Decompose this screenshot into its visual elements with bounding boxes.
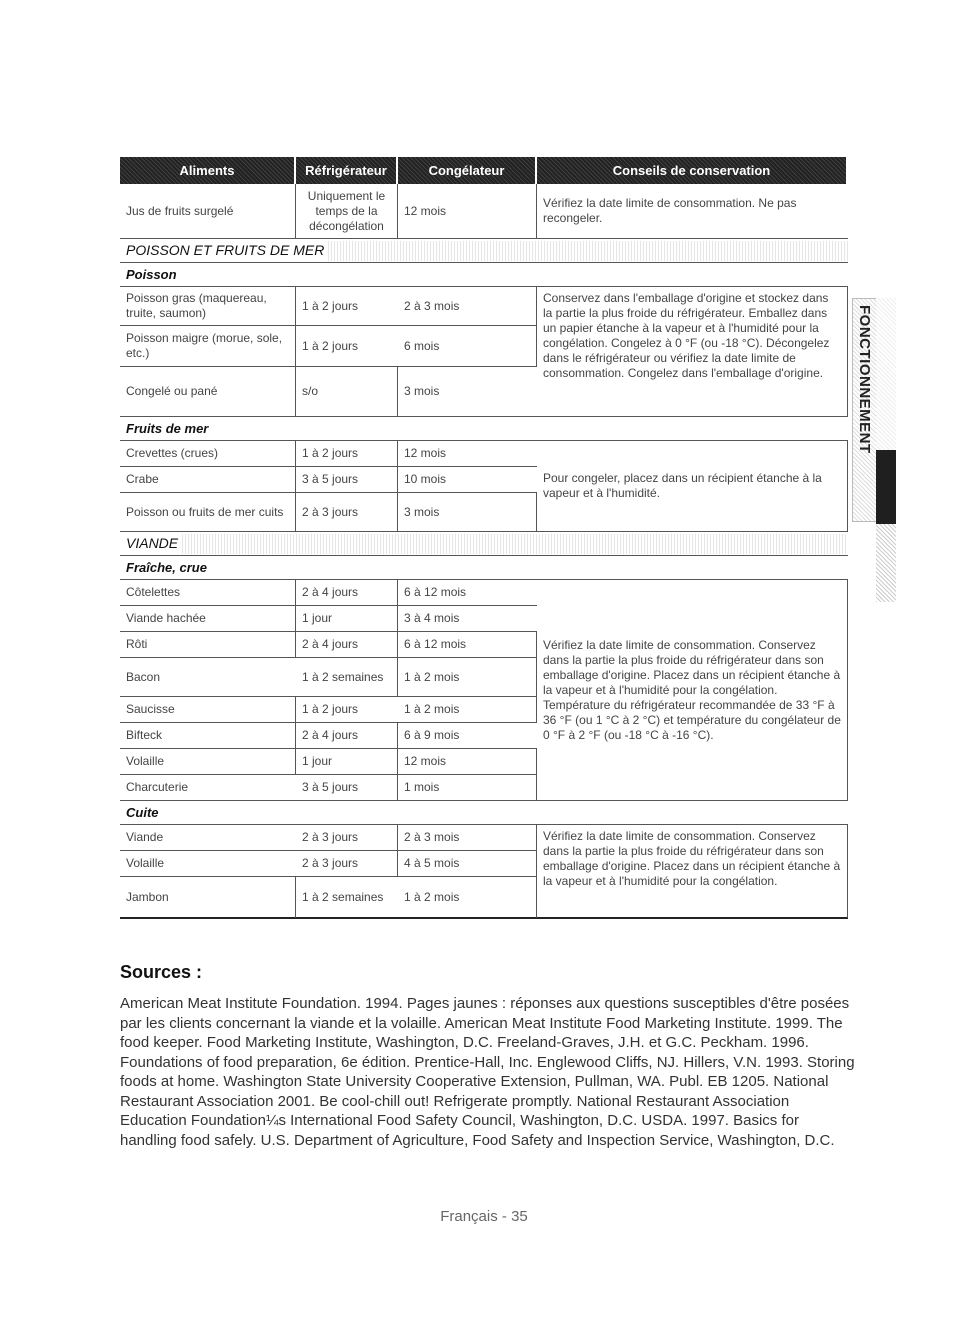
- subsection-cuite: Cuite: [120, 801, 848, 825]
- cell-aliment: Bacon: [120, 658, 296, 697]
- cell-refrig: 2 à 3 jours: [296, 825, 398, 851]
- cell-refrig: 1 à 2 semaines: [296, 877, 398, 919]
- storage-table: [120, 157, 848, 919]
- cell-conseil: Pour congeler, placez dans un récipient étanche à la vapeur et à l'humidité.: [537, 441, 848, 532]
- cell-conseil: Vérifiez la date limite de consommation. Conservez dans la partie la plus froide du réfrigérateur dans son emballage d'origine. Placez dans un récipient étanche à la vapeur et à l'humidité pour la congélation. Température du réfrigérateur recommandée de 33 °F à 36 °F (ou 1 °C à 2 °C) et température du congélateur de 0 °F à 2 °F (ou -18 °C à -16 °C).: [537, 580, 848, 801]
- cell-aliment: Congelé ou pané: [120, 367, 296, 417]
- cell-refrig: 2 à 3 jours: [296, 851, 398, 877]
- sources-text: American Meat Institute Foundation. 1994. Pages jaunes : réponses aux questions susceptibles d'être posées par les clients concernant la viande et la volaille. American Meat Institute Food Marketing Institute. 1999. The food keeper. Food Marketing Institute, Washington, D.C. Freeland-Graves, J.H. et G.C. Peckham. 1996. Foundations of food preparation, 6e édition. Prentice-Hall, Inc. Englewood Cliffs, NJ. Hillers, V.N. 1993. Storing foods at home. Washington State University Cooperative Extension, Pullman, WA. Publ. EB 1205. National Restaurant Association 2001. Be cool-chill out! Refrigerate promptly. National Restaurant Association Education Foundation¼s International Food Safety Council, Washington, D.C. USDA. 1997. Basics for handling food safely. U.S. Department of Agriculture, Food Safety and Inspection Service, Washington, D.C.: [120, 995, 855, 1149]
- cell-refrig: 2 à 3 jours: [296, 493, 398, 532]
- cell-aliment: Crevettes (crues): [120, 441, 296, 467]
- side-decor: [876, 298, 896, 450]
- cell-refrig: 2 à 4 jours: [296, 632, 398, 658]
- cell-aliment: Viande: [120, 825, 296, 851]
- section-poisson-mer: [120, 239, 848, 263]
- side-tab-box: [852, 298, 878, 522]
- cell-aliment: Viande hachée: [120, 606, 296, 632]
- subsection-fraiche: Fraîche, crue: [120, 556, 848, 580]
- cell-aliment: Poisson gras (maquereau, truite, saumon): [120, 287, 296, 326]
- cell-refrig: 1 à 2 semaines: [296, 658, 398, 697]
- cell-conseil: Vérifiez la date limite de consommation. Ne pas recongeler.: [537, 184, 848, 239]
- cell-aliment: Jus de fruits surgelé: [120, 184, 296, 239]
- header-aliments: Aliments: [120, 157, 296, 184]
- cell-congel: 3 à 4 mois: [398, 606, 537, 632]
- cell-aliment: Rôti: [120, 632, 296, 658]
- section-label: VIANDE: [126, 535, 179, 551]
- cell-refrig: 2 à 4 jours: [296, 580, 398, 606]
- cell-congel: 1 à 2 mois: [398, 658, 537, 697]
- subsection-poisson: Poisson: [120, 263, 848, 287]
- section-viande: [120, 532, 848, 556]
- cell-refrig: 3 à 5 jours: [296, 775, 398, 801]
- cell-refrig: 1 à 2 jours: [296, 326, 398, 367]
- cell-congel: 12 mois: [398, 749, 537, 775]
- cell-conseil: Vérifiez la date limite de consommation. Conservez dans la partie la plus froide du réfrigérateur dans son emballage d'origine. Placez dans un récipient étanche à la vapeur et à l'humidité pour la congélation.: [537, 825, 848, 919]
- section-label: POISSON ET FRUITS DE MER: [126, 242, 325, 258]
- cell-congel: 1 à 2 mois: [398, 877, 537, 919]
- cell-congel: 6 à 12 mois: [398, 632, 537, 658]
- cell-congel: 4 à 5 mois: [398, 851, 537, 877]
- subsection-fruits-mer: Fruits de mer: [120, 417, 848, 441]
- sources-heading: Sources :: [120, 962, 203, 982]
- cell-congel: 2 à 3 mois: [398, 287, 537, 326]
- cell-aliment: Saucisse: [120, 697, 296, 723]
- cell-refrig: 1 jour: [296, 749, 398, 775]
- cell-aliment: Bifteck: [120, 723, 296, 749]
- cell-congel: 6 à 9 mois: [398, 723, 537, 749]
- side-tab-label: FONCTIONNEMENT: [856, 305, 873, 454]
- cell-congel: 3 mois: [398, 367, 537, 417]
- cell-congel: 12 mois: [398, 441, 537, 467]
- cell-aliment: Charcuterie: [120, 775, 296, 801]
- side-active-marker: [876, 450, 896, 524]
- page-footer: Français - 35: [440, 1208, 528, 1225]
- cell-congel: 1 mois: [398, 775, 537, 801]
- cell-aliment: Poisson maigre (morue, sole, etc.): [120, 326, 296, 367]
- cell-refrig: 1 à 2 jours: [296, 441, 398, 467]
- cell-refrig: 1 à 2 jours: [296, 697, 398, 723]
- cell-refrig: 1 jour: [296, 606, 398, 632]
- cell-congel: 10 mois: [398, 467, 537, 493]
- header-conseils: Conseils de conservation: [537, 157, 848, 184]
- cell-aliment: Jambon: [120, 877, 296, 919]
- cell-congel: 3 mois: [398, 493, 537, 532]
- cell-congel: 2 à 3 mois: [398, 825, 537, 851]
- cell-congel: 6 à 12 mois: [398, 580, 537, 606]
- cell-aliment: Crabe: [120, 467, 296, 493]
- header-congelateur: Congélateur: [398, 157, 537, 184]
- cell-refrig: s/o: [296, 367, 398, 417]
- cell-refrig: Uniquement le temps de la décongélation: [296, 184, 398, 239]
- cell-refrig: 1 à 2 jours: [296, 287, 398, 326]
- cell-aliment: Poisson ou fruits de mer cuits: [120, 493, 296, 532]
- cell-aliment: Volaille: [120, 851, 296, 877]
- cell-aliment: Volaille: [120, 749, 296, 775]
- cell-refrig: 3 à 5 jours: [296, 467, 398, 493]
- cell-congel: 1 à 2 mois: [398, 697, 537, 723]
- cell-congel: 6 mois: [398, 326, 537, 367]
- side-tab: [852, 298, 896, 602]
- side-decor: [876, 524, 896, 602]
- header-refrigerateur: Réfrigérateur: [296, 157, 398, 184]
- cell-congel: 12 mois: [398, 184, 537, 239]
- cell-conseil: Conservez dans l'emballage d'origine et stockez dans la partie la plus froide du réfrigérateur. Emballez dans un papier étanche à la vapeur et à l'humidité pour la congélation. Congelez à 0 °F (ou -18 °C). Décongelez dans le réfrigérateur ou vérifiez la date limite de consommation. Congelez dans l'emballage d'origine.: [537, 287, 848, 417]
- cell-refrig: 2 à 4 jours: [296, 723, 398, 749]
- cell-aliment: Côtelettes: [120, 580, 296, 606]
